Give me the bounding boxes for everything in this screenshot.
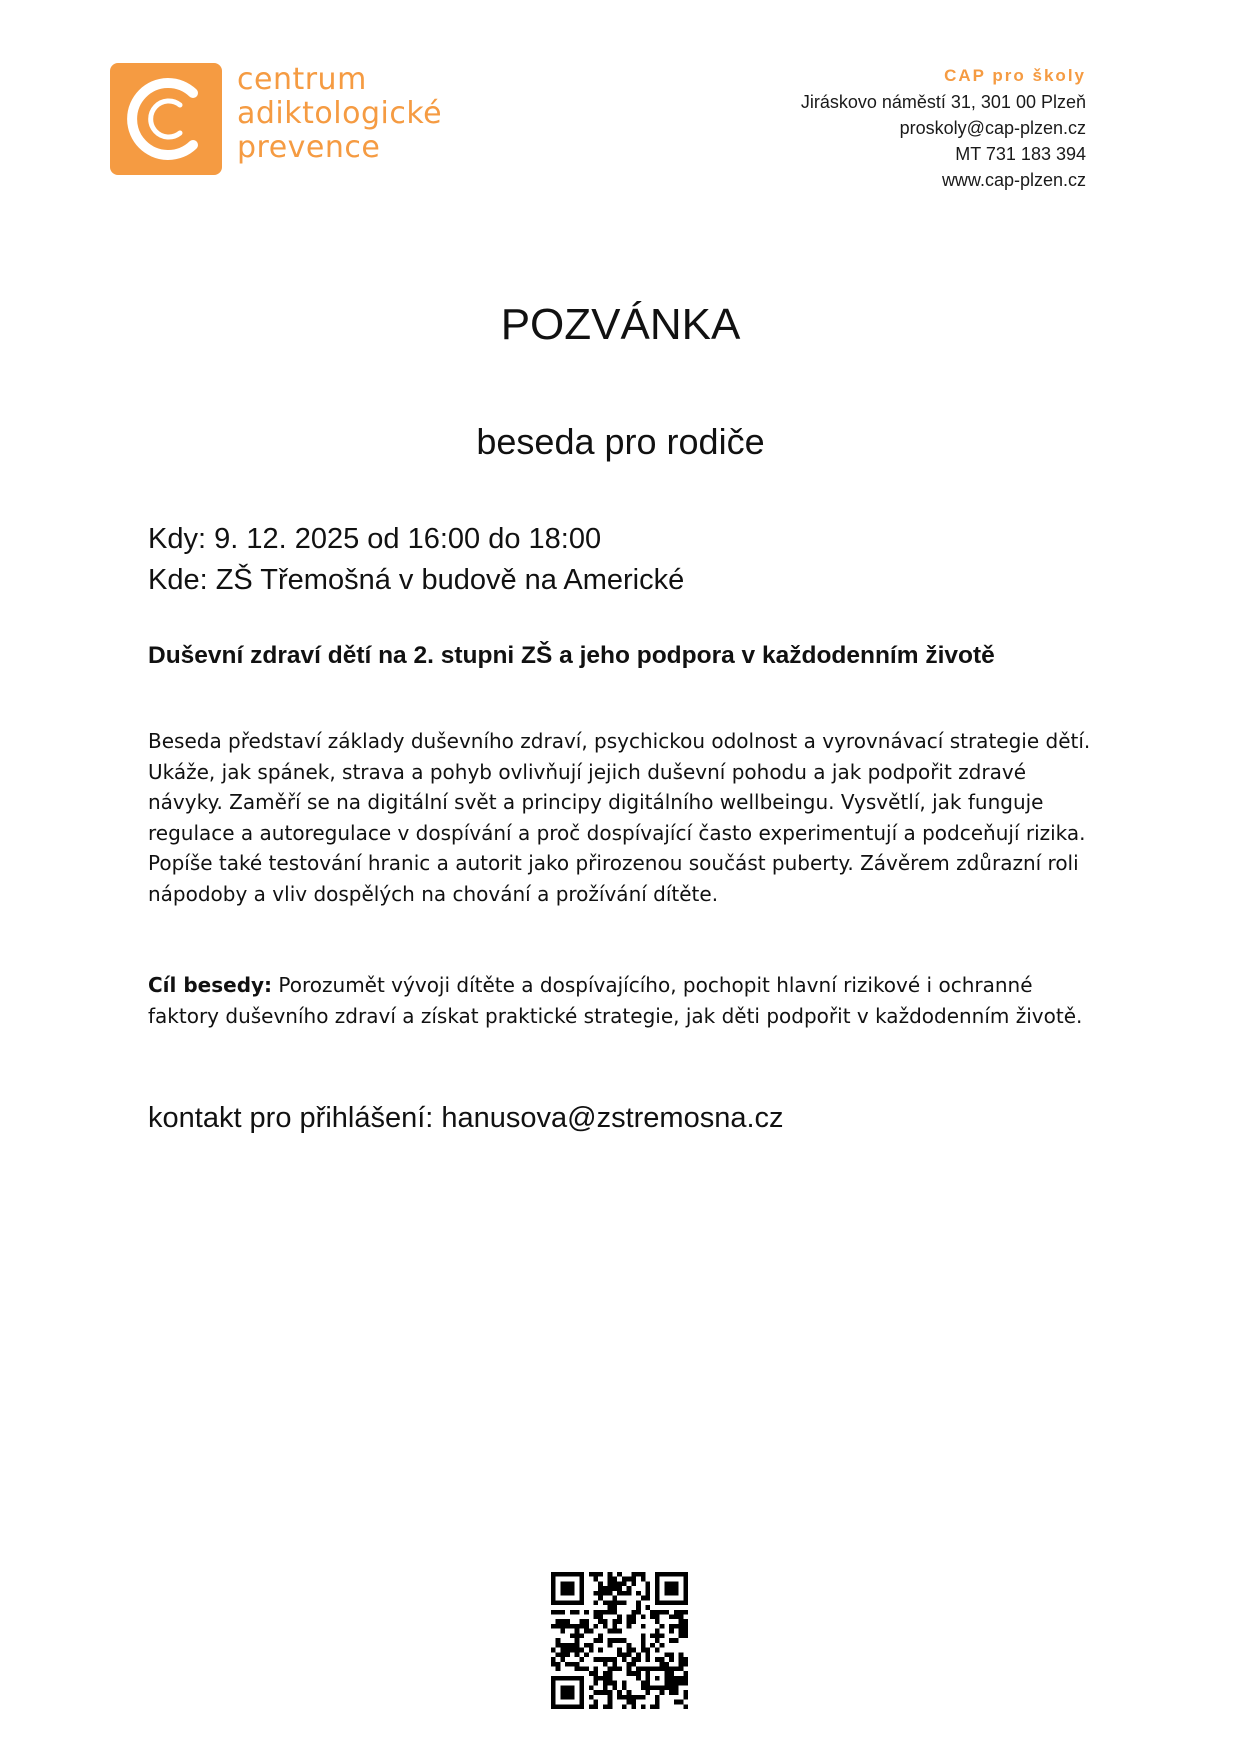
logo-line-1: centrum: [237, 62, 367, 97]
contact-web[interactable]: www.cap-plzen.cz: [941, 170, 1086, 190]
contact-address: Jiráskovo náměstí 31, 301 00 Plzeň: [800, 92, 1086, 112]
event-location: Kde: ZŠ Třemošná v budově na Americké: [148, 564, 685, 596]
logo-line-3: prevence: [237, 130, 381, 165]
contact-phone: MT 731 183 394: [955, 144, 1086, 164]
page-title: POZVÁNKA: [500, 300, 741, 349]
qr-code-icon: [551, 1572, 688, 1709]
logo-line-2: adiktologické: [237, 96, 443, 131]
contact-org: CAP pro školy: [944, 66, 1086, 85]
event-topic: Duševní zdraví dětí na 2. stupni ZŠ a jeho podpora v každodenním životě: [148, 642, 995, 669]
page-subtitle: beseda pro rodiče: [476, 421, 765, 462]
event-date: Kdy: 9. 12. 2025 od 16:00 do 18:00: [148, 523, 602, 555]
logo-wordmark: [237, 63, 442, 165]
contact-block: [801, 63, 1086, 193]
event-goal: [148, 970, 1098, 1031]
contact-email[interactable]: proskoly@cap-plzen.cz: [899, 118, 1086, 138]
cap-logo-icon: [110, 63, 222, 175]
event-description: Beseda představí základy duševního zdraví, psychickou odolnost a vyrovnávací strategie dětí. Ukáže, jak spánek, strava a pohyb ovlivňují jejich duševní pohodu a jak podpořit zdravé návyky. Zaměří se na digitální svět a principy digitálního wellbeingu. Vysvětlí, jak funguje regulace a autoregulace v dospívání a proč dospívající často experimentují a podceňují rizika. Popíše také testování hranic a autorit jako přirozenou součást puberty. Závěrem zdůrazní roli nápodoby a vliv dospělých na chování a prožívání dítěte.: [148, 729, 1091, 906]
organization-logo: [110, 63, 480, 175]
goal-text: Porozumět vývoji dítěte a dospívajícího, pochopit hlavní rizikové i ochranné faktory duševního zdraví a získat praktické strategie, jak děti podpořit v každodenním životě.: [148, 973, 1083, 1028]
registration-contact[interactable]: kontakt pro přihlášení: hanusova@zstremosna.cz: [148, 1102, 784, 1134]
goal-label: Cíl besedy:: [148, 973, 273, 997]
